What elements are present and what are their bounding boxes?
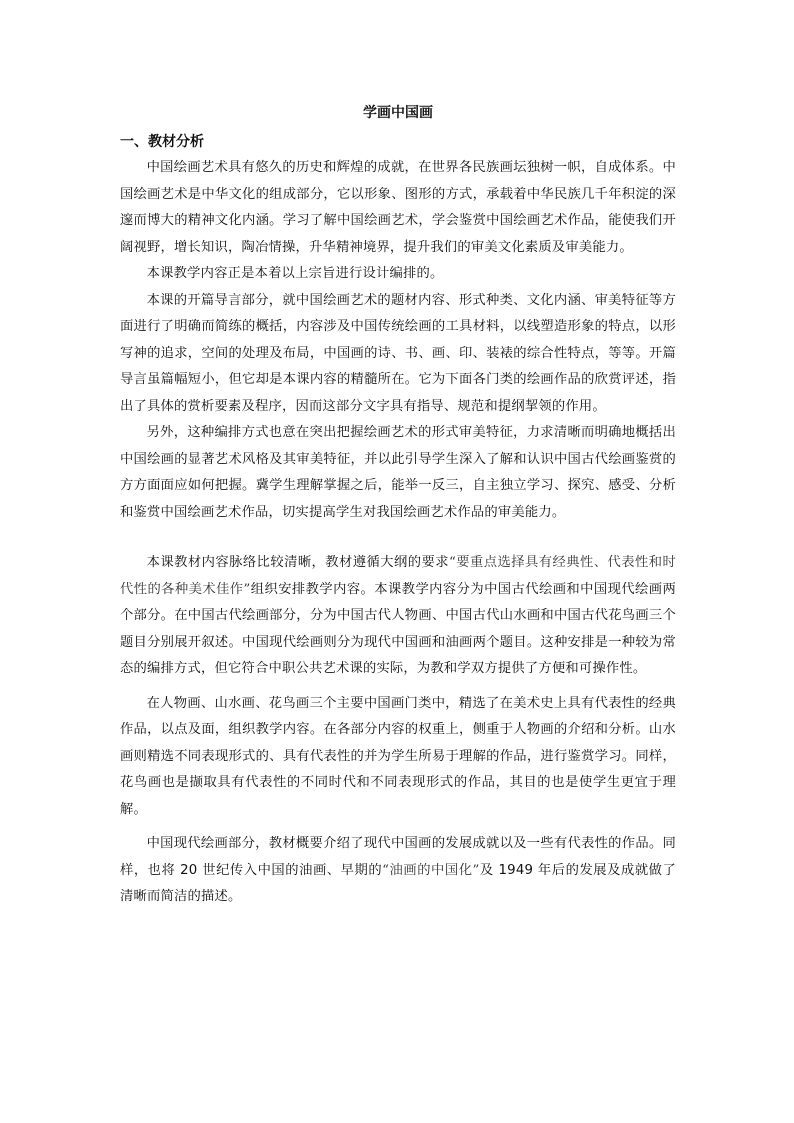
paragraph-7-text-a: 中国现代绘画部分，教材概要介绍了现代中国画的发展成就以及一些有代表性的作品。同样，也将 20 世纪传入中国的油画、早期的: [120, 836, 676, 878]
paragraph-spacer: [120, 526, 676, 550]
paragraph-7: [120, 831, 676, 911]
paragraph-5-text-a: 本课教材内容脉络比较清晰，教材遵循大纲的要求: [146, 555, 450, 570]
paragraph-3: 本课的开篇导言部分，就中国绘画艺术的题材内容、形式种类、文化内涵、审美特征等方面进行了明确而简练的概括，内容涉及中国传统绘画的工具材料，以线塑造形象的特点，以形写神的追求，空间的处理及布局，中国画的诗、书、画、印、装裱的综合性特点，等等。开篇导言虽篇幅短小，但它却是本课内容的精髓所在。它为下面各门类的绘画作品的欣赏评述，指出了具体的赏析要素及程序，因而这部分文字具有指导、规范和提纲挈领的作用。: [120, 292, 676, 414]
oil-painting-quote: “油画的中国化”: [382, 862, 480, 878]
paragraph-4: 另外，这种编排方式也意在突出把握绘画艺术的形式审美特征，力求清晰而明确地概括出中国绘画的显著艺术风格及其审美特征，并以此引导学生深入了解和认识中国古代绘画鉴赏的方方面面应如何把握。冀学生理解掌握之后，能举一反三，自主独立学习、探究、感受、分析和鉴赏中国绘画艺术作品，切实提高学生对我国绘画艺术作品的审美能力。: [120, 425, 676, 520]
document-title: 学画中国画: [363, 105, 433, 121]
paragraph-spacer: [120, 683, 676, 691]
paragraph-5: [120, 550, 676, 683]
paragraph-5-text-b: 组织安排教学内容。本课教学内容分为中国古代绘画和中国现代绘画两个部分。在中国古代绘画部分，分为中国古代人物画、中国古代山水画和中国古代花鸟画三个题目分别展开叙述。中国现代绘画则分为现代中国画和油画两个题目。这种安排是一种较为常态的编排方式，但它符合中职公共艺术课的实际，为教和学双方提供了方便和可操作性。: [120, 581, 676, 676]
paragraph-spacer: [120, 823, 676, 831]
section-heading-textbook-analysis: 一、教材分析: [120, 134, 204, 150]
document-page: [120, 101, 676, 911]
paragraph-7-text-b: 及 1949 年后的发展及成就做了清晰而简洁的描述。: [120, 862, 676, 904]
paragraph-1: 中国绘画艺术具有悠久的历史和辉煌的成就，在世界各民族画坛独树一帜，自成体系。中国绘画艺术是中华文化的组成部分，它以形象、图形的方式，承载着中华民族几千年积淀的深邃而博大的精神文化内涵。学习了解中国绘画艺术，学会鉴赏中国绘画艺术作品，能使我们开阔视野，增长知识，陶冶情操，升华精神境界，提升我们的审美文化素质及审美能力。: [120, 160, 676, 255]
syllabus-quote: “要重点选择具有经典性、代表性和时代性的各种美术佳作”: [120, 555, 677, 597]
paragraph-2: 本课教学内容正是本着以上宗旨进行设计编排的。: [146, 266, 444, 281]
paragraph-6: 在人物画、山水画、花鸟画三个主要中国画门类中，精选了在美术史上具有代表性的经典作品，以点及面，组织教学内容。在各部分内容的权重上，侧重于人物画的介绍和分析。山水画则精选不同表现形式的、具有代表性的并为学生所易于理解的作品，进行鉴赏学习。同样，花鸟画也是撷取具有代表性的不同时代和不同表现形式的作品，其目的也是使学生更宜于理解。: [120, 695, 676, 817]
